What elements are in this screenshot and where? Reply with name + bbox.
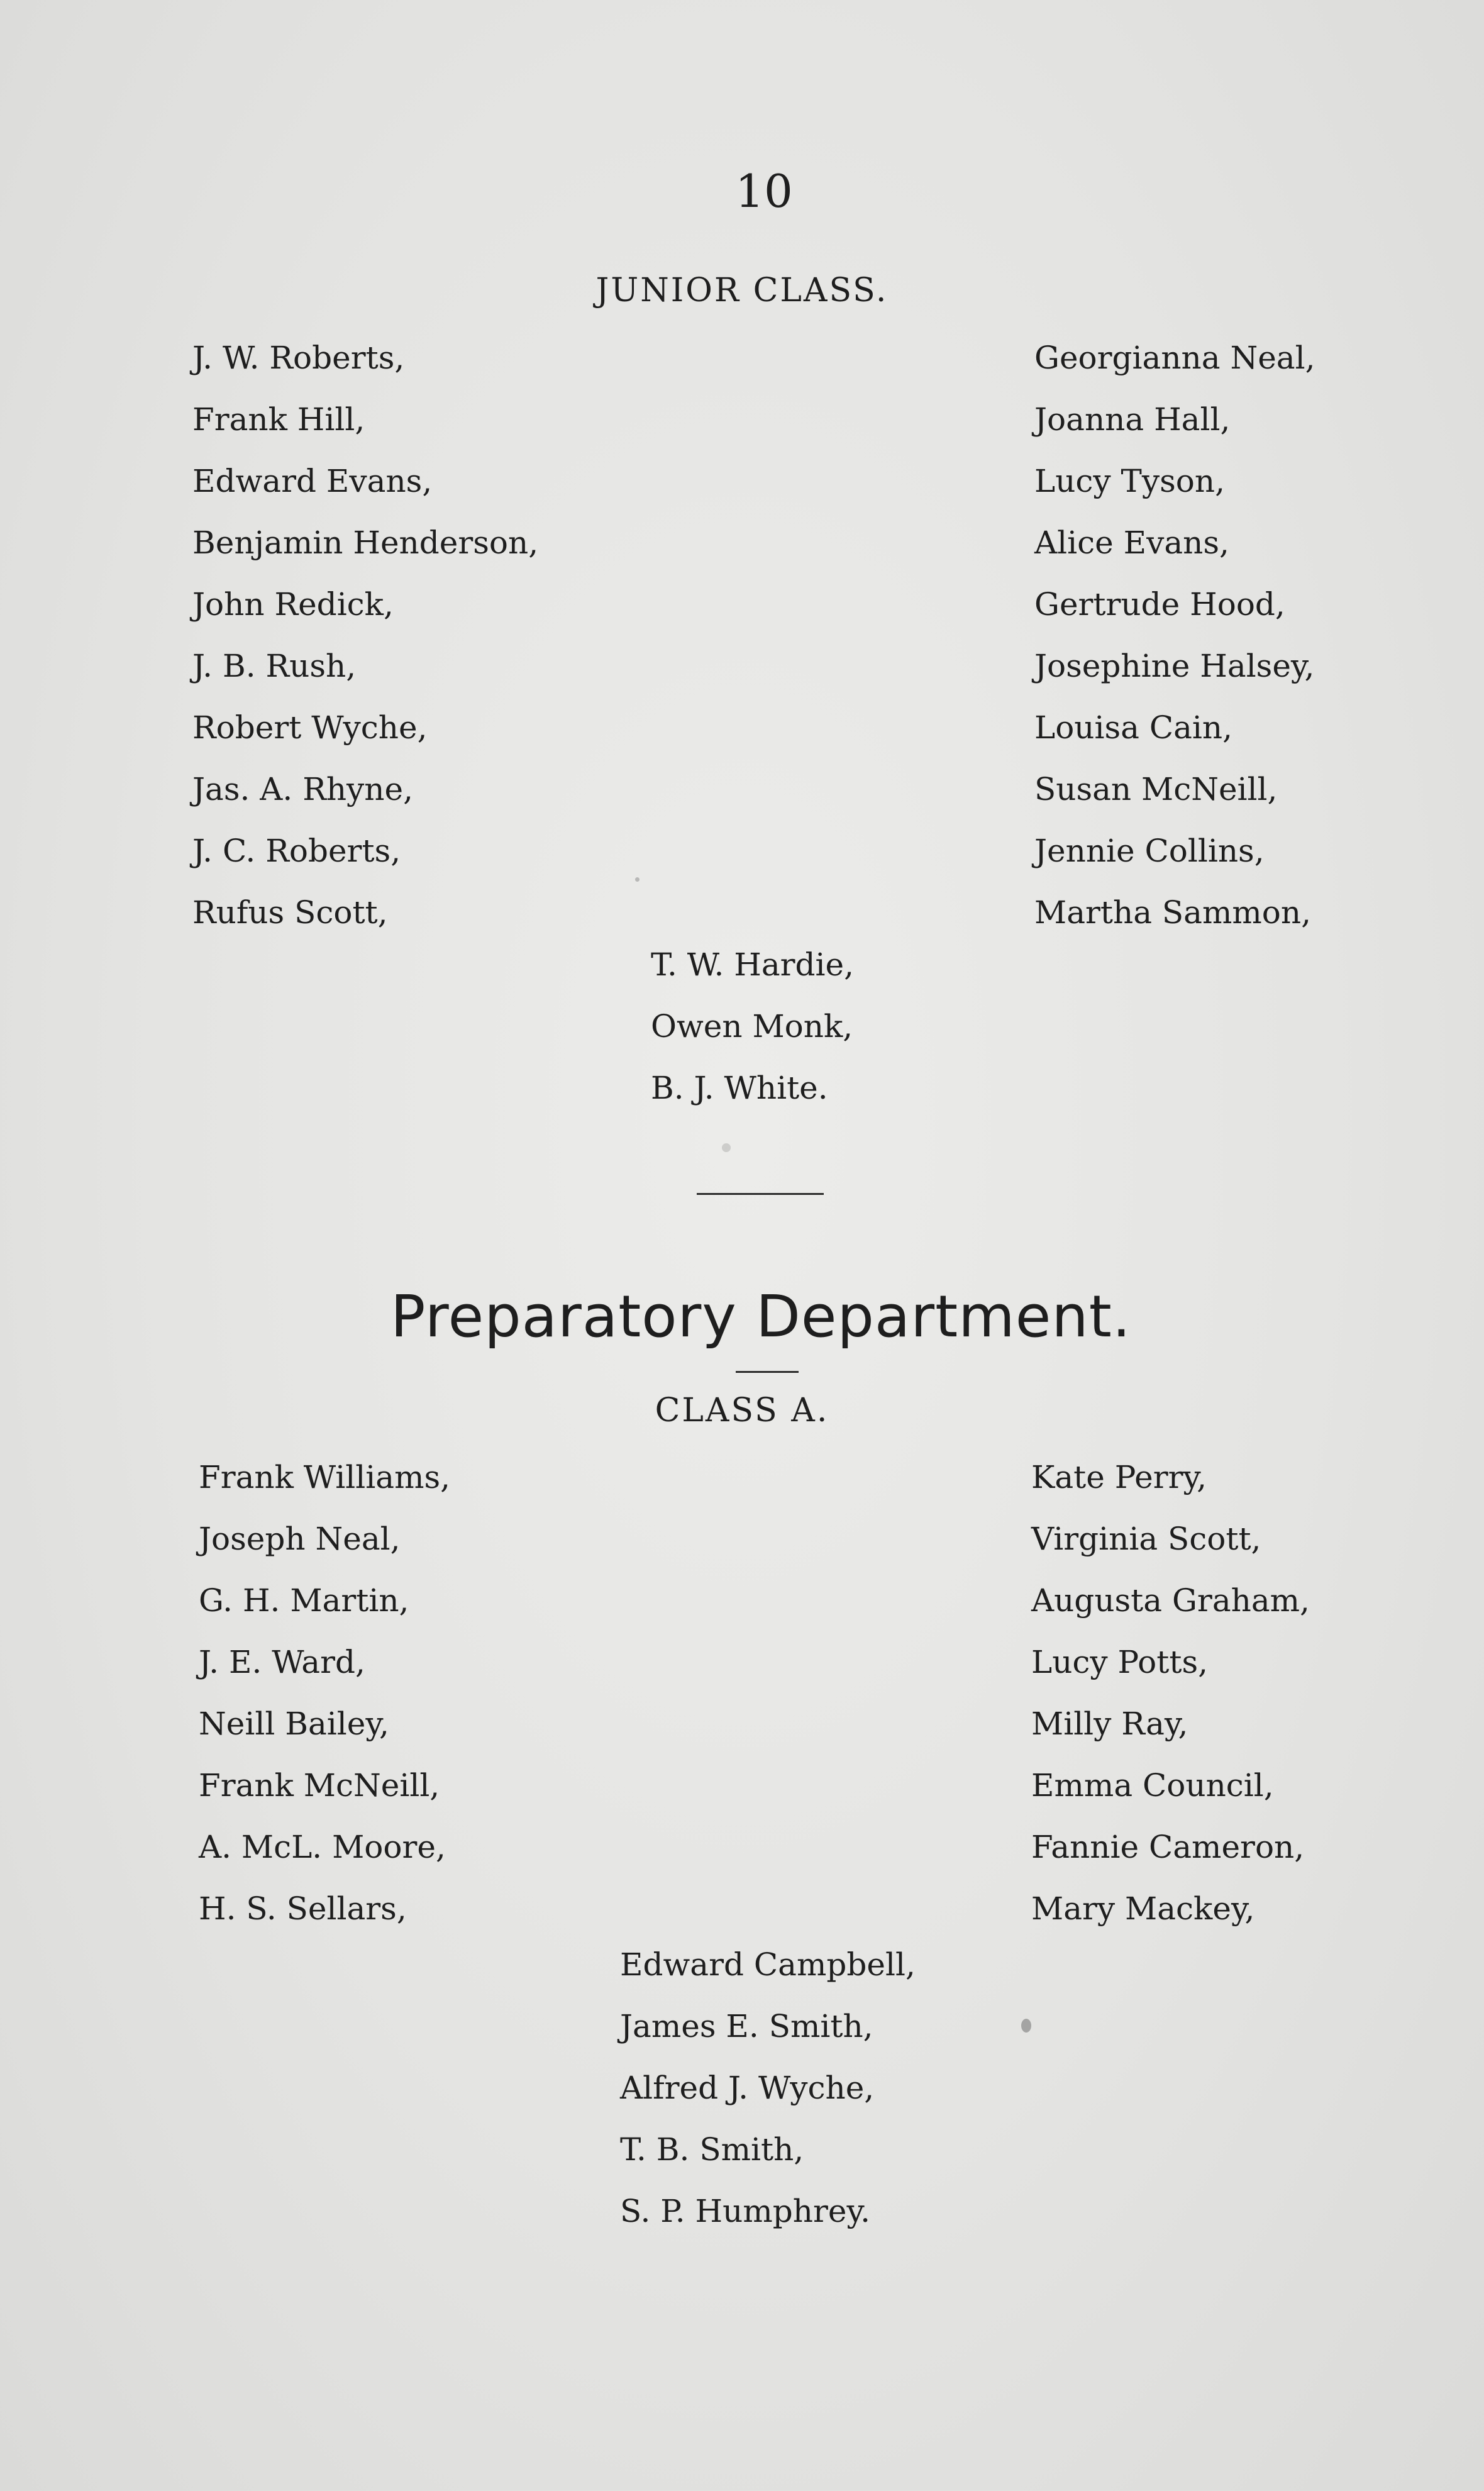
junior-class-center-column xyxy=(651,934,854,1119)
junior-class-heading: JUNIOR CLASS. xyxy=(595,272,889,309)
class-a-right-column xyxy=(1031,1446,1310,1939)
name-entry: Jennie Collins, xyxy=(1034,833,1265,869)
name-entry: Owen Monk, xyxy=(651,1008,853,1045)
name-entry: T. B. Smith, xyxy=(620,2131,804,2168)
name-entry: Virginia Scott, xyxy=(1031,1521,1261,1557)
name-entry: Alfred J. Wyche, xyxy=(620,2070,875,2106)
name-entry: J. B. Rush, xyxy=(192,648,357,684)
name-entry: Robert Wyche, xyxy=(192,709,428,746)
name-entry: J. W. Roberts, xyxy=(192,340,405,376)
name-entry: Milly Ray, xyxy=(1031,1706,1188,1742)
class-a-heading: CLASS A. xyxy=(655,1392,829,1429)
name-entry: Kate Perry, xyxy=(1031,1459,1207,1495)
name-entry: Benjamin Henderson, xyxy=(192,524,539,561)
name-entry: S. P. Humphrey. xyxy=(620,2193,870,2229)
department-title: Preparatory Department. xyxy=(390,1283,1132,1350)
name-entry: Frank Hill, xyxy=(192,401,365,438)
name-entry: Fannie Cameron, xyxy=(1031,1829,1305,1865)
name-entry: Jas. A. Rhyne, xyxy=(192,771,413,807)
name-entry: James E. Smith, xyxy=(620,2008,873,2044)
class-a-center-column xyxy=(620,1934,916,2242)
name-entry: Alice Evans, xyxy=(1034,524,1229,561)
name-entry: J. E. Ward, xyxy=(199,1644,365,1680)
name-entry: Rufus Scott, xyxy=(192,894,388,931)
ink-speck xyxy=(722,1143,731,1152)
name-entry: Emma Council, xyxy=(1031,1767,1274,1804)
name-entry: Mary Mackey, xyxy=(1031,1890,1255,1927)
name-entry: Joanna Hall, xyxy=(1034,401,1231,438)
class-a-left-column xyxy=(199,1446,450,1939)
name-entry: Martha Sammon, xyxy=(1034,894,1311,931)
name-entry: John Redick, xyxy=(192,586,394,623)
name-entry: Frank Williams, xyxy=(199,1459,451,1495)
name-entry: Edward Evans, xyxy=(192,463,433,499)
title-underline xyxy=(736,1371,799,1373)
name-entry: A. McL. Moore, xyxy=(199,1829,446,1865)
name-entry: Augusta Graham, xyxy=(1031,1582,1310,1619)
junior-class-left-column xyxy=(192,327,538,943)
name-entry: T. W. Hardie, xyxy=(651,946,855,983)
name-entry: Lucy Potts, xyxy=(1031,1644,1209,1680)
name-entry: Louisa Cain, xyxy=(1034,709,1233,746)
name-entry: Neill Bailey, xyxy=(199,1706,389,1742)
name-entry: Josephine Halsey, xyxy=(1034,648,1315,684)
name-entry: G. H. Martin, xyxy=(199,1582,409,1619)
name-entry: H. S. Sellars, xyxy=(199,1890,407,1927)
name-entry: Joseph Neal, xyxy=(199,1521,401,1557)
name-entry: Susan McNeill, xyxy=(1034,771,1278,807)
name-entry: Gertrude Hood, xyxy=(1034,586,1285,623)
section-divider xyxy=(697,1193,824,1195)
name-entry: Lucy Tyson, xyxy=(1034,463,1226,499)
junior-class-right-column xyxy=(1034,327,1315,943)
name-entry: Frank McNeill, xyxy=(199,1767,440,1804)
ink-speck xyxy=(1021,2019,1031,2033)
name-entry: J. C. Roberts, xyxy=(192,833,401,869)
name-entry: B. J. White. xyxy=(651,1070,828,1106)
page-number: 10 xyxy=(735,165,793,218)
ink-speck xyxy=(635,877,640,882)
name-entry: Georgianna Neal, xyxy=(1034,340,1315,376)
name-entry: Edward Campbell, xyxy=(620,1946,916,1983)
